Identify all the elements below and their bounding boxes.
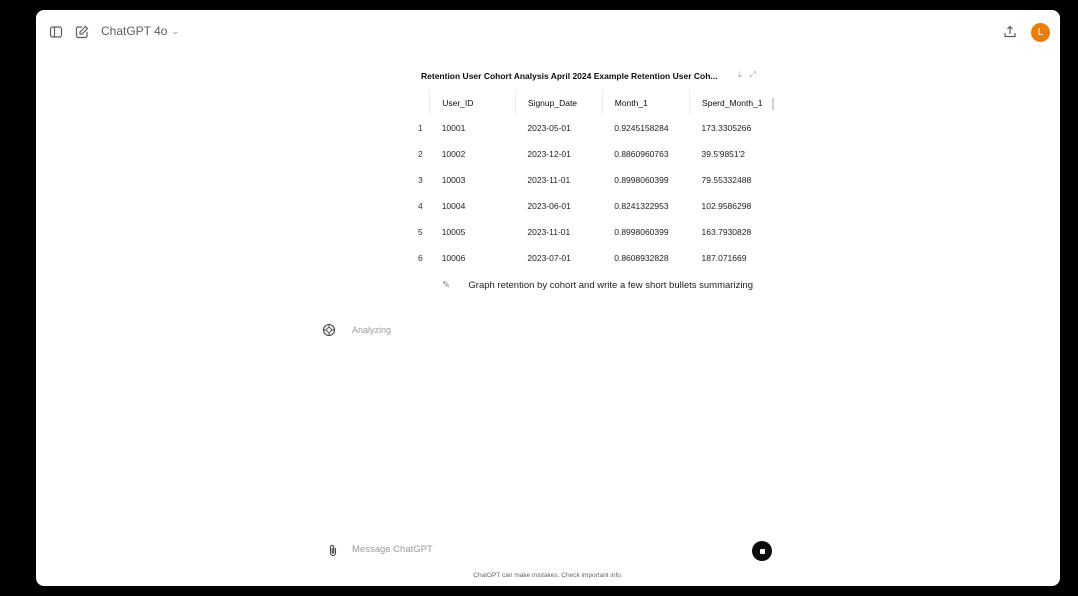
table-cell: 102.9586298 — [701, 201, 752, 211]
table-cell: 10001 — [441, 123, 466, 133]
row-number: 2 — [417, 149, 423, 159]
table-cell: 187.071669 — [701, 253, 747, 263]
model-selector[interactable] — [101, 24, 179, 38]
stop-generating-button[interactable] — [752, 541, 772, 561]
table-cell: 10005 — [441, 227, 466, 237]
table-cell: 10002 — [441, 149, 466, 159]
table-cell: 0.9245158284 — [614, 123, 669, 133]
column-header[interactable]: Sperd_Month_1 — [690, 90, 771, 115]
table-cell: 79.55332488 — [701, 175, 752, 185]
data-table-card — [416, 68, 776, 272]
table-cell: 163.7930828 — [701, 227, 752, 237]
sidebar-toggle-icon[interactable] — [44, 20, 68, 44]
table-row — [411, 115, 771, 141]
row-number: 3 — [417, 175, 423, 185]
table-row — [411, 193, 771, 219]
user-message — [442, 280, 812, 291]
download-icon[interactable]: ⤓ — [738, 70, 742, 79]
new-chat-icon[interactable] — [70, 20, 94, 44]
disclaimer: ChatGPT can make mistakes. Check important info. — [473, 572, 623, 579]
table-title: Retention User Cohort Analysis April 2024 Example Retention User Coh... — [421, 71, 718, 81]
row-number: 6 — [417, 253, 423, 263]
table-scrollbar[interactable] — [772, 98, 774, 110]
message-composer — [324, 540, 772, 564]
table-row — [411, 167, 771, 193]
table-cell: 173.3305266 — [701, 123, 752, 133]
data-table — [411, 90, 771, 271]
table-row — [411, 245, 771, 271]
column-header[interactable]: Signup_Date — [515, 90, 602, 115]
message-input[interactable] — [350, 543, 734, 556]
table-cell: 2023-07-01 — [527, 253, 571, 263]
table-cell: 10003 — [441, 175, 466, 185]
user-message-text: Graph retention by cohort and write a few short bullets summarizing — [468, 280, 753, 291]
analyzing-status: Analyzing — [352, 325, 392, 335]
row-index-header — [411, 90, 430, 115]
table-cell: 2023-12-01 — [527, 149, 571, 159]
table-cell: 0.8241322953 — [614, 201, 669, 211]
table-cell: 2023-11-01 — [527, 227, 571, 237]
top-bar — [36, 10, 1060, 54]
model-name: ChatGPT 4o — [101, 24, 168, 38]
column-header[interactable]: Month_1 — [602, 90, 689, 115]
assistant-message — [322, 323, 391, 337]
attach-icon[interactable] — [328, 544, 338, 560]
stop-icon — [760, 549, 765, 554]
table-cell: 0.8860960763 — [614, 149, 669, 159]
avatar[interactable]: L — [1031, 23, 1050, 42]
expand-icon[interactable]: ⤢ — [749, 70, 756, 79]
edit-message-icon[interactable]: ✎ — [442, 280, 451, 291]
table-cell: 2023-05-01 — [527, 123, 571, 133]
table-row — [411, 219, 771, 245]
table-row — [411, 141, 771, 167]
table-cell: 39.5'9851'2 — [701, 149, 745, 159]
table-cell: 10004 — [441, 201, 466, 211]
row-number: 1 — [417, 123, 423, 133]
table-cell: 0.8998060399 — [614, 175, 669, 185]
row-number: 5 — [417, 227, 423, 237]
table-cell: 0.8998060399 — [614, 227, 669, 237]
table-header-row — [411, 90, 771, 115]
chat-window — [36, 10, 1060, 586]
row-number: 4 — [417, 201, 423, 211]
table-cell: 2023-06-01 — [527, 201, 571, 211]
table-cell: 2023-11-01 — [527, 175, 571, 185]
column-header[interactable]: User_ID — [430, 90, 516, 115]
chatgpt-logo-icon — [322, 323, 336, 337]
table-cell: 0.8608932828 — [614, 253, 669, 263]
share-icon[interactable] — [998, 20, 1022, 44]
chevron-down-icon: ⌄ — [171, 25, 180, 36]
table-cell: 10006 — [441, 253, 466, 263]
